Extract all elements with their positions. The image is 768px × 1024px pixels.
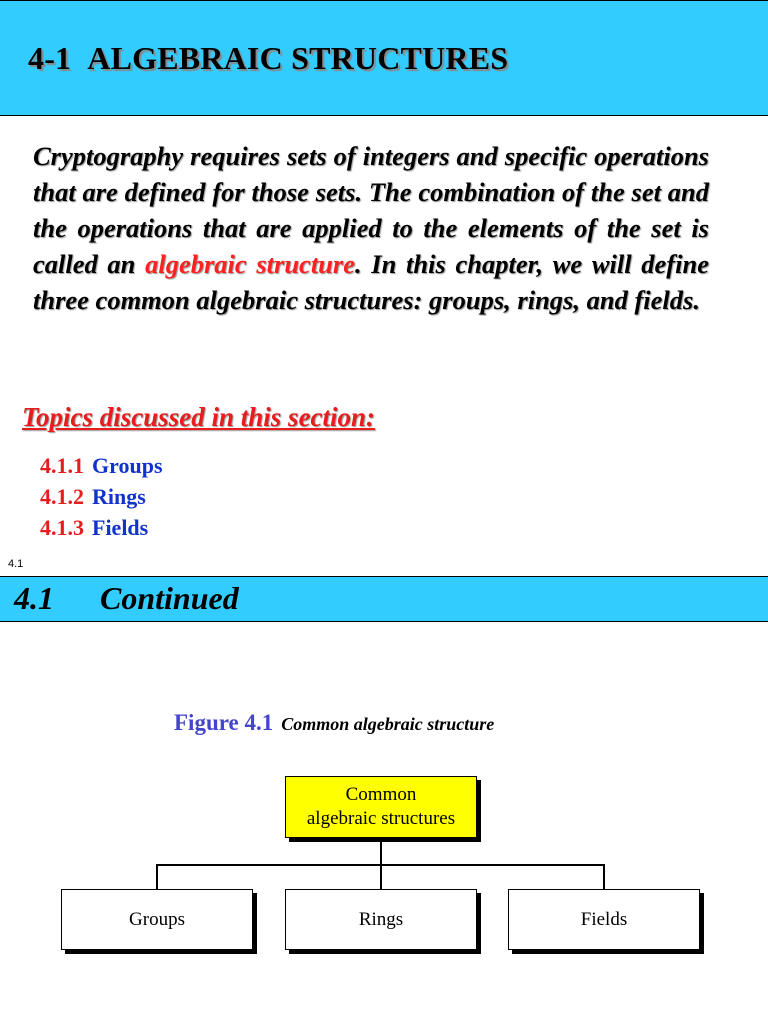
connector-groups bbox=[156, 864, 158, 889]
figure-caption bbox=[174, 710, 494, 736]
intro-highlight: algebraic structure bbox=[145, 249, 355, 279]
topic-number: 4.1.3 bbox=[40, 515, 84, 540]
intro-paragraph bbox=[33, 138, 709, 318]
slide-title-number: 4-1 bbox=[28, 40, 72, 76]
root-box bbox=[285, 776, 477, 838]
topics-list bbox=[40, 450, 163, 543]
topic-label: Fields bbox=[92, 515, 149, 540]
connector-rings bbox=[380, 864, 382, 889]
topic-label: Groups bbox=[92, 453, 163, 478]
connector-vertical-root bbox=[380, 838, 382, 865]
root-box-line2: algebraic structures bbox=[306, 808, 456, 829]
slide-title-text: ALGEBRAIC STRUCTURES bbox=[87, 40, 509, 76]
continued-title-text: Continued bbox=[100, 580, 239, 616]
continued-title bbox=[14, 580, 239, 617]
topic-number: 4.1.1 bbox=[40, 453, 84, 478]
topic-label: Rings bbox=[92, 484, 146, 509]
groups-box: Groups bbox=[61, 889, 253, 950]
topic-number: 4.1.2 bbox=[40, 484, 84, 509]
topic-item bbox=[40, 512, 163, 543]
intro-text-end: . In this chapter, we will define three common algebraic structures: groups, rings, and fields. bbox=[33, 249, 709, 315]
slide-title bbox=[28, 40, 508, 77]
figure-title: Common algebraic structure bbox=[281, 714, 495, 734]
fields-box: Fields bbox=[508, 889, 700, 950]
continued-title-number: 4.1 bbox=[14, 580, 54, 616]
rings-box: Rings bbox=[285, 889, 477, 950]
structure-diagram bbox=[0, 760, 768, 970]
topic-item bbox=[40, 481, 163, 512]
connector-fields bbox=[603, 864, 605, 889]
figure-label: Figure 4.1 bbox=[174, 710, 274, 735]
slide-number: 4.1 bbox=[8, 558, 24, 570]
root-box-line1: Common bbox=[345, 784, 417, 805]
topic-item bbox=[40, 450, 163, 481]
topics-heading: Topics discussed in this section: bbox=[22, 402, 376, 432]
intro-text-start: Cryptography requires sets of integers and specific operations that are defined for those sets. The combination of the set and the operations that are applied to the elements of the set is called an bbox=[33, 141, 709, 279]
